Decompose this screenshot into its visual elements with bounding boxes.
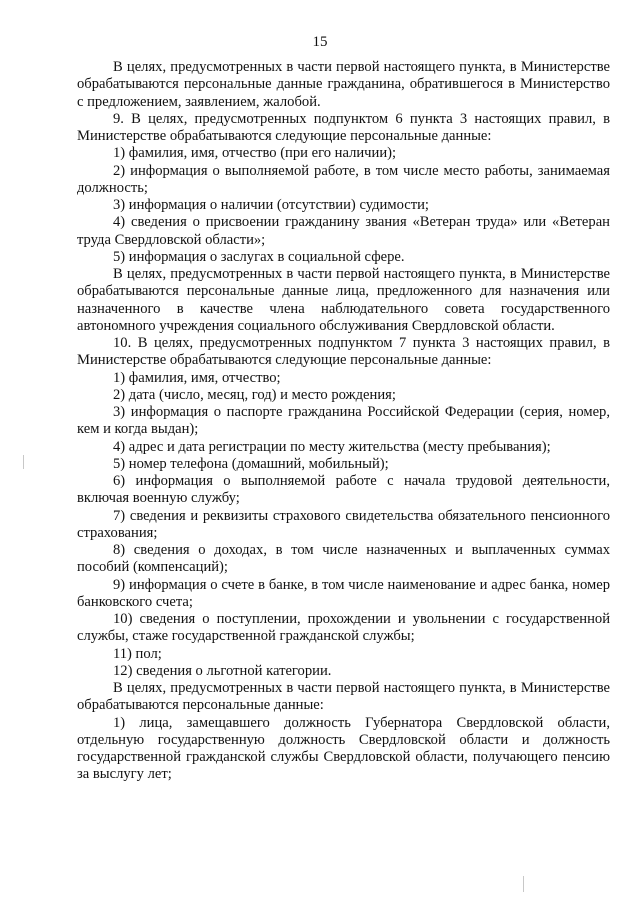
list-item-10-10: 10) сведения о поступлении, прохождении и увольнении с государственной службы, стаже государственной гражданской службы; <box>77 611 610 645</box>
list-item-pension-1: 1) лица, замещавшего должность Губернатора Свердловской области, отдельную государственную должность Свердловской области и должность государственной гражданской службы Свердловской области, получающего пенсию за выслугу лет; <box>77 714 610 783</box>
paragraph-purpose-supervisory-board: В целях, предусмотренных в части первой настоящего пункта, в Министерстве обрабатываются персональные данные лица, предложенного для назначения или назначенного в качестве члена наблюдательного совета государственного автономного учреждения социального обслуживания Свердловской области. <box>77 266 610 334</box>
scan-margin-mark <box>523 876 524 892</box>
list-item-10-9: 9) информация о счете в банке, в том числе наименование и адрес банка, номер банковского счета; <box>77 576 610 610</box>
list-item-10-7: 7) сведения и реквизиты страхового свидетельства обязательного пенсионного страхования; <box>77 507 610 541</box>
list-item-10-2: 2) дата (число, месяц, год) и место рождения; <box>113 386 396 403</box>
list-item-10-3: 3) информация о паспорте гражданина Российской Федерации (серия, номер, кем и когда выдан); <box>77 404 610 438</box>
list-item-10-12: 12) сведения о льготной категории. <box>113 662 332 679</box>
list-item-9-3: 3) информация о наличии (отсутствии) судимости; <box>113 197 429 213</box>
page-number: 15 <box>312 34 328 50</box>
list-item-9-2: 2) информация о выполняемой работе, в том числе место работы, занимаемая должность; <box>77 162 610 196</box>
document-body <box>77 59 610 784</box>
list-item-9-5: 5) информация о заслугах в социальной сфере. <box>113 248 405 265</box>
scan-margin-mark <box>23 455 24 469</box>
list-item-10-1: 1) фамилия, имя, отчество; <box>113 369 281 386</box>
list-item-10-6: 6) информация о выполняемой работе с начала трудовой деятельности, включая военную службу; <box>77 473 610 507</box>
paragraph-purpose-pensions: В целях, предусмотренных в части первой настоящего пункта, в Министерстве обрабатываются персональные данные: <box>77 680 610 714</box>
paragraph-9-intro: 9. В целях, предусмотренных подпунктом 6 пункта 3 настоящих правил, в Министерстве обрабатываются следующие персональные данные: <box>77 110 610 144</box>
list-item-10-11: 11) пол; <box>113 645 162 662</box>
list-item-10-4: 4) адрес и дата регистрации по месту жительства (месту пребывания); <box>113 438 551 455</box>
list-item-9-4: 4) сведения о присвоении гражданину звания «Ветеран труда» или «Ветеран труда Свердловской области»; <box>77 214 610 248</box>
list-item-9-1: 1) фамилия, имя, отчество (при его наличии); <box>113 145 397 162</box>
paragraph-10-intro: 10. В целях, предусмотренных подпунктом 7 пункта 3 настоящих правил, в Министерстве обрабатываются следующие персональные данные: <box>77 335 610 369</box>
paragraph-purpose-appeals: В целях, предусмотренных в части первой настоящего пункта, в Министерстве обрабатываются персональные данные гражданина, обратившегося в Министерство с предложением, заявлением, жалобой. <box>77 59 610 110</box>
list-item-10-5: 5) номер телефона (домашний, мобильный); <box>113 455 389 472</box>
list-item-10-8: 8) сведения о доходах, в том числе назначенных и выплаченных суммах пособий (компенсаций); <box>77 542 610 576</box>
